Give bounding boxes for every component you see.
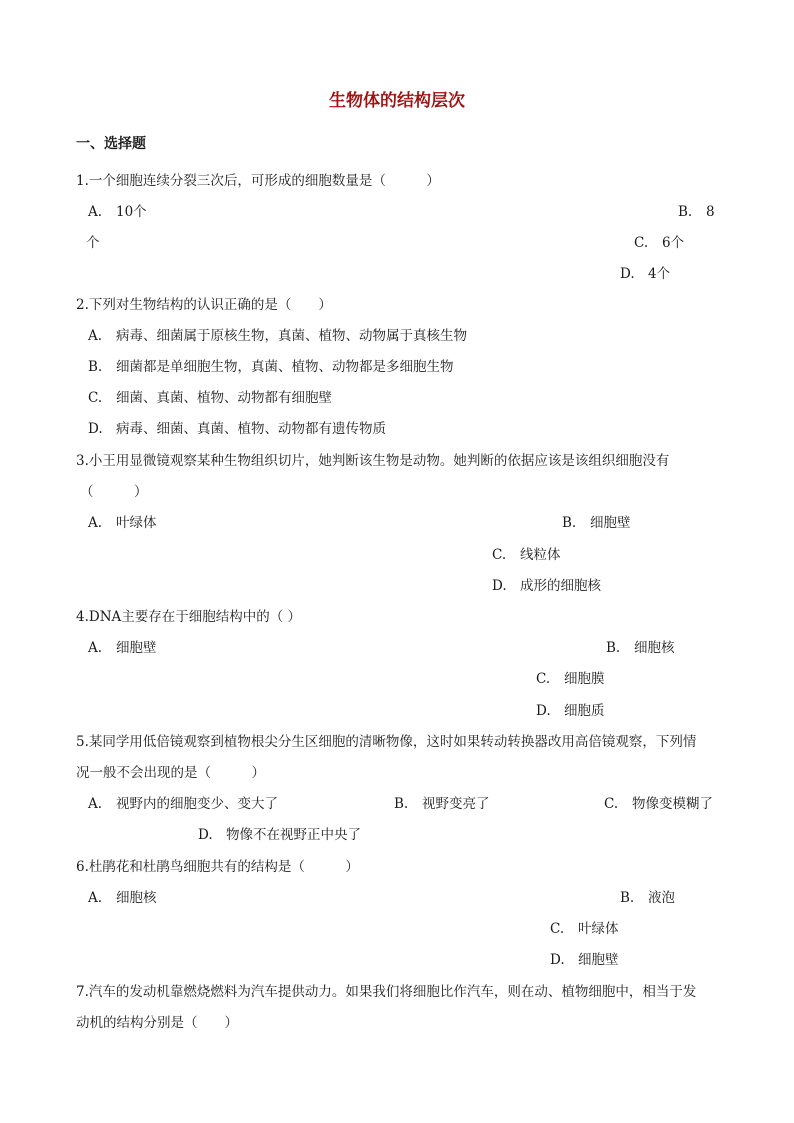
option-text: 细胞壁 [116,640,157,656]
question-3-option-a [88,514,157,532]
option-text: 4个 [648,266,671,282]
question-5-option-b [394,795,490,813]
option-letter: C. [604,796,619,812]
option-text: 视野变亮了 [422,796,490,812]
question-4-option-c [536,670,605,688]
option-letter: D. [492,578,507,594]
question-6-stem: 6.杜鹃花和杜鹃鸟细胞共有的结构是（ ） [76,859,359,875]
option-letter: D. [536,703,551,719]
option-text: 10个 [116,204,147,220]
option-text: 叶绿体 [578,921,619,937]
option-text: 细菌、真菌、植物、动物都有细胞壁 [116,390,332,406]
question-5-stem-cont: 况一般不会出现的是（ ） [76,765,265,781]
question-1-option-c [634,234,684,252]
option-letter: B. [394,796,409,812]
question-1-option-b-wrap [86,234,100,252]
option-text: 个 [86,235,100,251]
option-text: 细胞核 [116,890,157,906]
option-text: 细胞质 [564,703,605,719]
question-2-option-a [88,327,467,345]
question-5-option-c [604,795,713,813]
question-4-option-a [88,639,157,657]
option-letter: A. [88,204,103,220]
option-letter: B. [88,359,103,375]
question-3-option-d [492,577,601,595]
question-2-option-b [88,358,454,376]
option-text: 病毒、细菌、真菌、植物、动物都有遗传物质 [116,421,386,437]
option-text: 成形的细胞核 [520,578,601,594]
question-4-option-d [536,702,605,720]
option-text: 细胞壁 [590,515,631,531]
option-letter: B. [606,640,621,656]
option-letter: C. [88,390,103,406]
question-2-option-c [88,389,332,407]
option-letter: A. [88,515,103,531]
option-letter: A. [88,796,103,812]
question-4-stem: 4.DNA主要存在于细胞结构中的（ ） [76,609,302,625]
section-heading: 一、选择题 [76,136,146,152]
question-5-option-a [88,795,278,813]
option-letter: C. [550,921,565,937]
question-5-option-d [198,826,361,844]
option-text: 视野内的细胞变少、变大了 [116,796,278,812]
option-letter: D. [88,421,103,437]
option-text: 细菌都是单细胞生物，真菌、植物、动物都是多细胞生物 [116,359,454,375]
option-letter: B. [562,515,577,531]
page-title: 生物体的结构层次 [329,91,465,111]
option-text: 线粒体 [520,547,561,563]
option-letter: C. [536,671,551,687]
option-text: 叶绿体 [116,515,157,531]
question-1-stem: 1.一个细胞连续分裂三次后，可形成的细胞数量是（ ） [76,173,440,189]
option-letter: A. [88,890,103,906]
question-6-option-a [88,889,157,907]
question-3-option-b [562,514,631,532]
question-4-option-b [606,639,675,657]
option-text: 液泡 [648,890,675,906]
option-letter: C. [492,547,507,563]
question-6-option-c [550,920,619,938]
question-1-option-b [678,203,715,221]
option-letter: B. [620,890,635,906]
option-text: 病毒、细菌属于原核生物，真菌、植物、动物属于真核生物 [116,328,467,344]
question-5-stem: 5.某同学用低倍镜观察到植物根尖分生区细胞的清晰物像，这时如果转动转换器改用高倍镜观察，下列情 [76,734,697,750]
option-text: 6个 [662,235,685,251]
option-letter: D. [620,266,635,282]
option-text: 细胞膜 [564,671,605,687]
question-3-stem: 3.小王用显微镜观察某种生物组织切片，她判断该生物是动物。她判断的依据应该是该组织细胞没有 [76,453,670,469]
question-6-option-b [620,889,675,907]
option-text: 8 [706,204,715,220]
question-3-option-c [492,546,561,564]
option-text: 细胞核 [634,640,675,656]
question-2-option-d [88,420,386,438]
option-text: 物像不在视野正中央了 [226,827,361,843]
option-letter: D. [550,952,565,968]
question-7-stem-cont: 动机的结构分别是（ ） [76,1015,238,1031]
question-7-stem: 7.汽车的发动机靠燃烧燃料为汽车提供动力。如果我们将细胞比作汽车，则在动、植物细胞中，相当于发 [76,984,697,1000]
question-1-option-d [620,265,670,283]
option-letter: B. [678,204,693,220]
option-letter: A. [88,640,103,656]
question-3-stem-cont: （ ） [80,484,148,500]
option-text: 细胞壁 [578,952,619,968]
question-1-option-a [88,203,147,221]
option-text: 物像变模糊了 [632,796,713,812]
question-6-option-d [550,951,619,969]
option-letter: A. [88,328,103,344]
option-letter: D. [198,827,213,843]
option-letter: C. [634,235,649,251]
question-2-stem: 2.下列对生物结构的认识正确的是（ ） [76,297,332,313]
